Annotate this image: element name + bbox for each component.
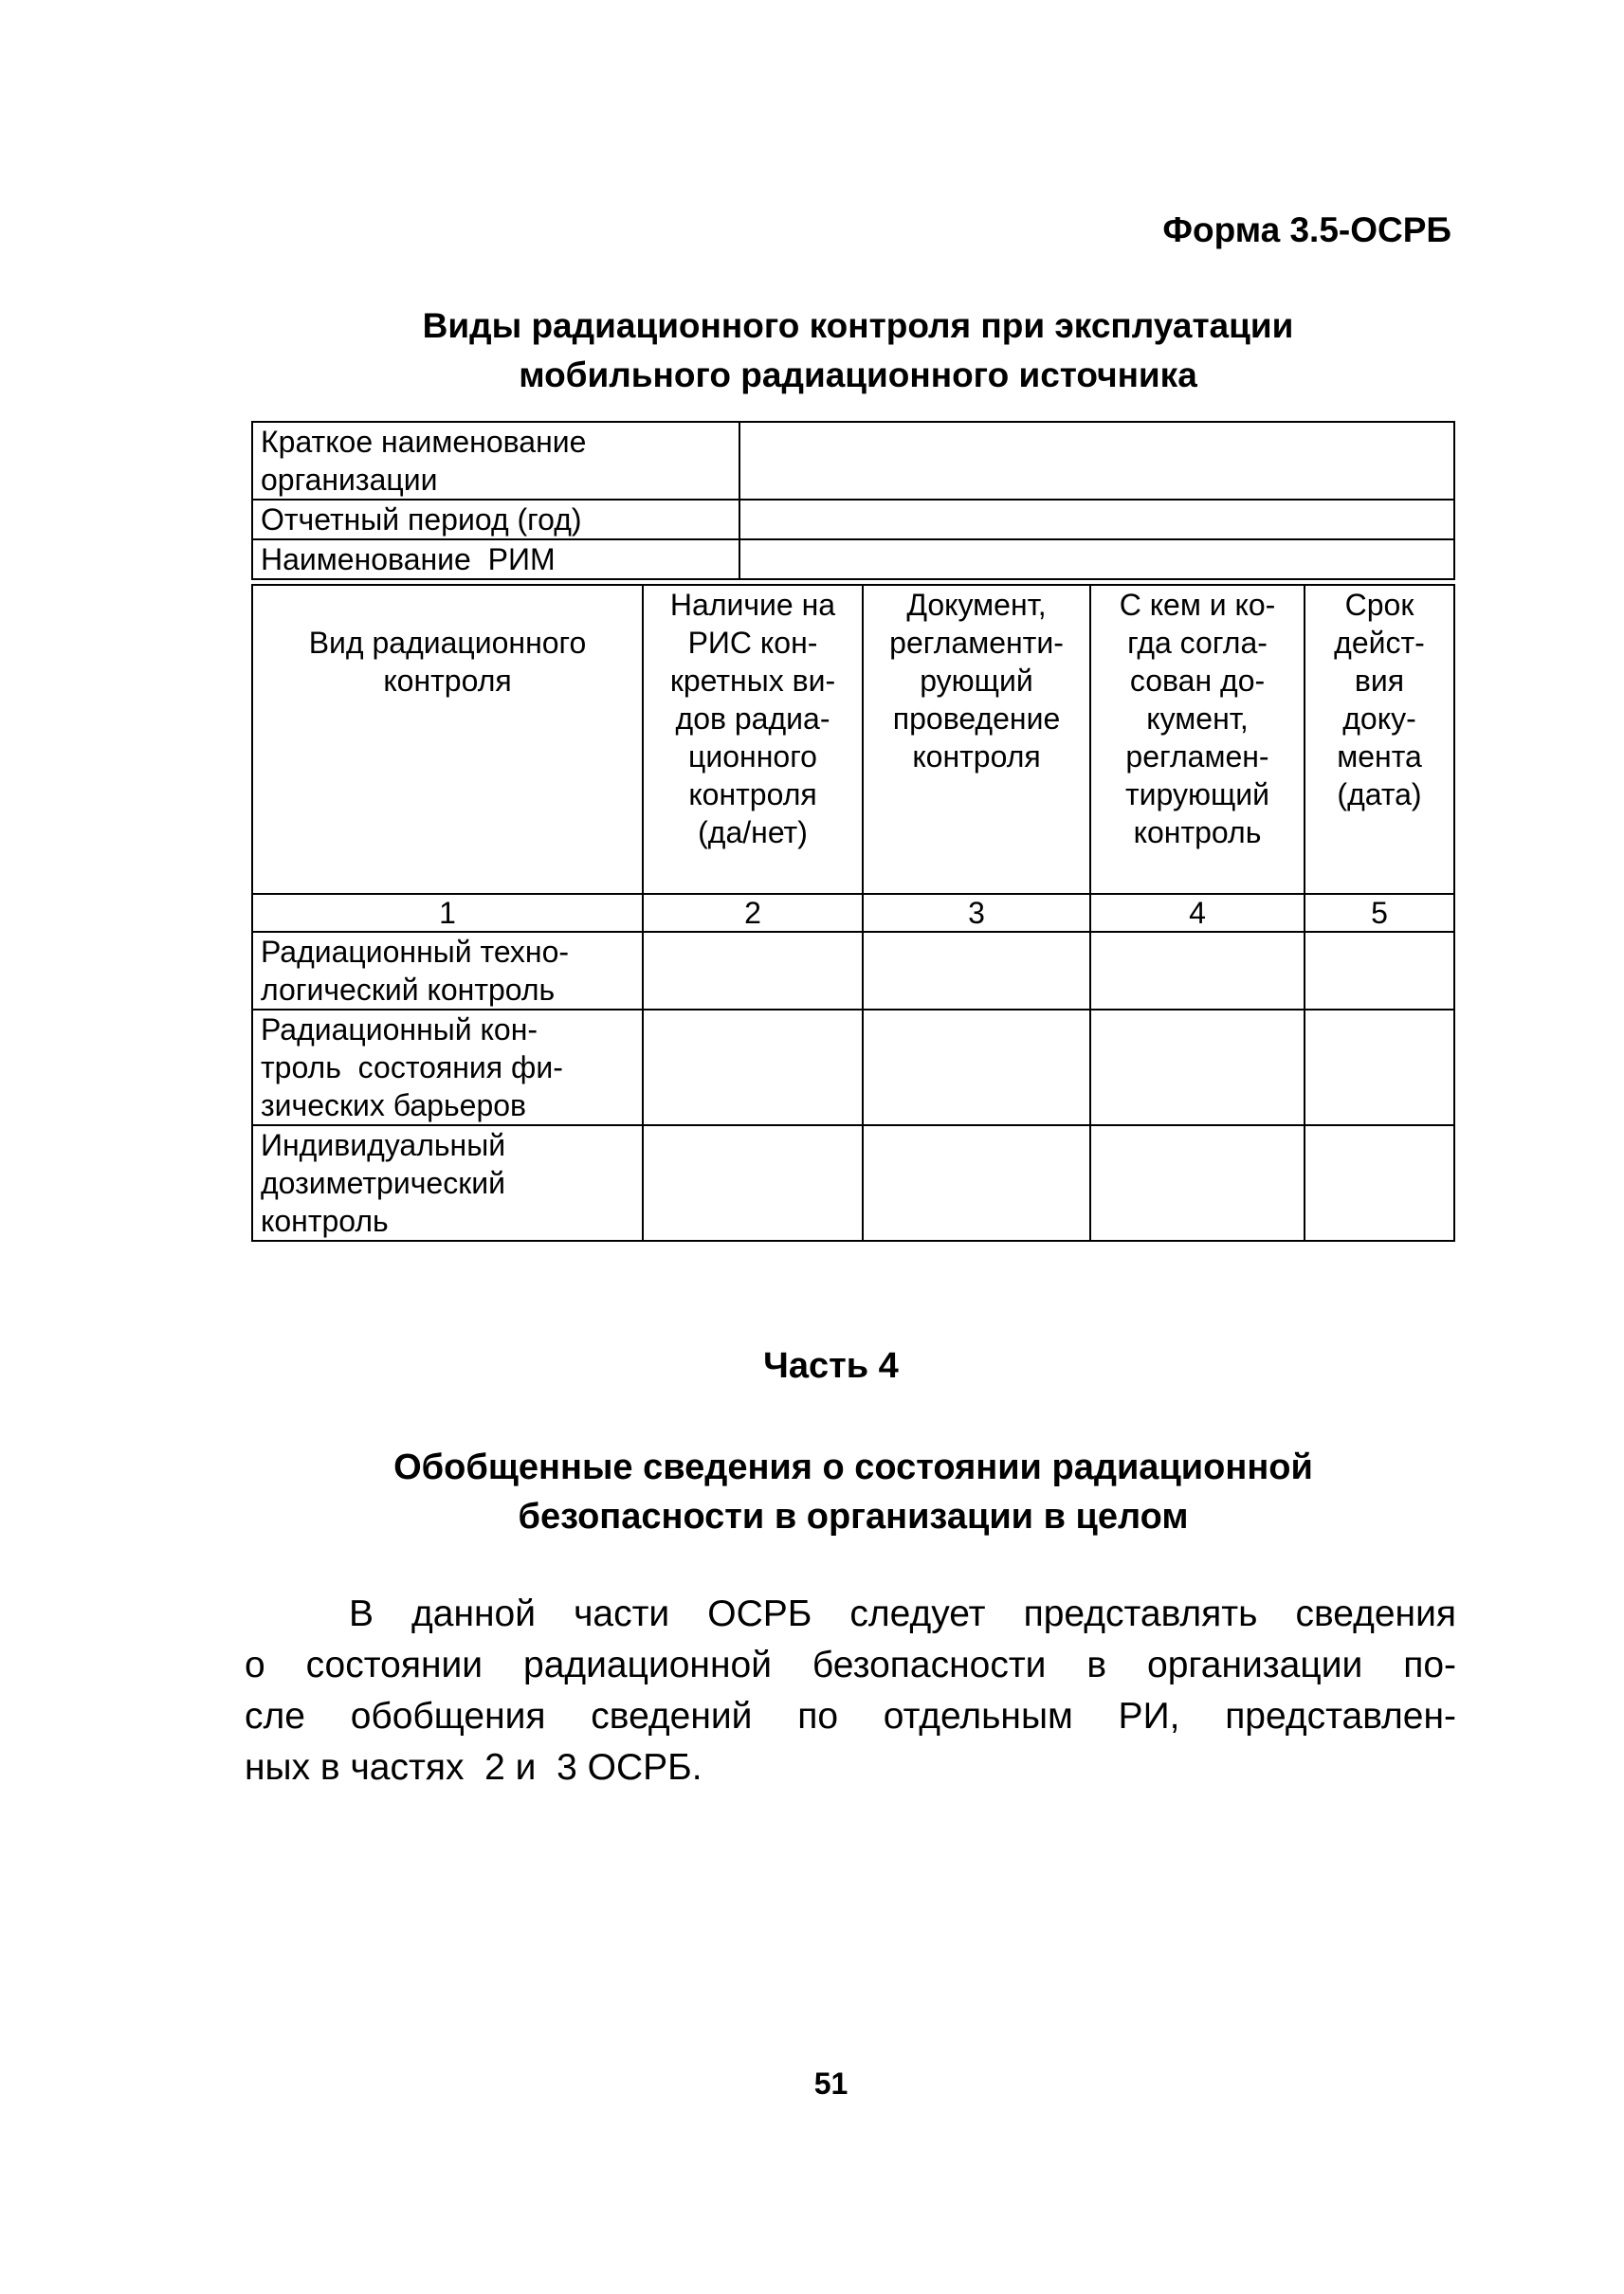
- table-header-row: [252, 585, 1454, 894]
- table-cell: [1090, 932, 1305, 1010]
- label-line: организации: [261, 463, 438, 497]
- paragraph-line: ных в частях 2 и 3 ОСРБ.: [245, 1747, 703, 1788]
- organization-name-value: [739, 422, 1454, 500]
- column-number-row: [252, 894, 1454, 932]
- label-line: троль состояния фи-: [261, 1050, 563, 1084]
- header-line: вия: [1354, 664, 1405, 698]
- column-header-control-type: [252, 585, 643, 894]
- table-cell: [1090, 1125, 1305, 1241]
- table-cell: [863, 1010, 1090, 1125]
- label-line: Отчетный период (год): [261, 502, 582, 537]
- table-cell: [1305, 1010, 1454, 1125]
- part-title-line: Обобщенные сведения о состоянии радиационной: [393, 1447, 1313, 1487]
- column-header-validity: [1305, 585, 1454, 894]
- header-line: (да/нет): [698, 815, 808, 849]
- header-line: Наличие на: [669, 588, 836, 622]
- header-line: РИС кон-: [687, 626, 818, 660]
- reporting-period-label: [252, 500, 739, 539]
- header-line: контроля: [383, 664, 512, 698]
- rim-name-value: [739, 539, 1454, 579]
- label-line: контроль: [261, 1204, 389, 1238]
- rim-name-label: [252, 539, 739, 579]
- part-title-line: безопасности в организации в целом: [518, 1497, 1189, 1537]
- table-row: [252, 1125, 1454, 1241]
- table-cell: [1305, 932, 1454, 1010]
- radiation-control-table: [251, 584, 1455, 1242]
- table-row: [252, 539, 1454, 579]
- document-title-line: мобильного радиационного источника: [519, 355, 1197, 394]
- column-number: 1: [252, 894, 643, 932]
- table-row: [252, 932, 1454, 1010]
- header-line: Срок: [1344, 588, 1414, 622]
- table-row: [252, 500, 1454, 539]
- label-line: зических барьеров: [261, 1088, 527, 1122]
- table-row: [252, 1010, 1454, 1125]
- organization-info-table: [251, 421, 1455, 580]
- document-title-line: Виды радиационного контроля при эксплуатации: [422, 306, 1294, 345]
- header-line: С кем и ко-: [1119, 588, 1276, 622]
- header-line: рующий: [920, 664, 1033, 698]
- label-line: Наименование РИМ: [261, 542, 556, 576]
- organization-name-label: [252, 422, 739, 500]
- header-line: Вид радиационного: [308, 626, 587, 660]
- header-line: (дата): [1337, 777, 1422, 811]
- header-line: регламенти-: [889, 626, 1064, 660]
- table-cell: [643, 932, 863, 1010]
- label-line: Индивидуальный: [261, 1128, 506, 1162]
- column-header-approval: [1090, 585, 1305, 894]
- paragraph-line: В данной части ОСРБ следует представлять сведения: [349, 1593, 1456, 1634]
- header-line: регламен-: [1125, 739, 1269, 774]
- column-header-document: [863, 585, 1090, 894]
- header-line: проведение: [892, 701, 1061, 736]
- header-line: тирующий: [1124, 777, 1270, 811]
- label-line: логический контроль: [261, 973, 556, 1007]
- table-cell: [1305, 1125, 1454, 1241]
- part-heading: Часть 4: [763, 1346, 899, 1386]
- header-line: мента: [1337, 739, 1422, 774]
- paragraph-line: сле обобщения сведений по отдельным РИ, представлен-: [245, 1696, 1456, 1737]
- body-paragraph: [245, 1589, 1456, 1793]
- paragraph-line: о состоянии радиационной безопасности в организации по-: [245, 1645, 1456, 1685]
- header-line: доку-: [1342, 701, 1416, 736]
- header-line: сован до-: [1129, 664, 1266, 698]
- column-number: 3: [863, 894, 1090, 932]
- row-label-dosimetric-control: [252, 1125, 643, 1241]
- table-cell: [863, 1125, 1090, 1241]
- table-cell: [1090, 1010, 1305, 1125]
- header-line: Документ,: [906, 588, 1047, 622]
- document-title: [313, 301, 1403, 400]
- header-line: кретных ви-: [669, 664, 836, 698]
- reporting-period-value: [739, 500, 1454, 539]
- header-line: контроля: [688, 777, 817, 811]
- header-line: контроль: [1133, 815, 1262, 849]
- form-code: Форма 3.5-ОСРБ: [1162, 210, 1451, 249]
- header-line: ционного: [688, 739, 817, 774]
- column-number: 5: [1305, 894, 1454, 932]
- part-title: [284, 1443, 1422, 1541]
- row-label-barrier-control: [252, 1010, 643, 1125]
- column-number: 2: [643, 894, 863, 932]
- header-line: контроля: [912, 739, 1041, 774]
- table-cell: [643, 1010, 863, 1125]
- header-line: гда согла-: [1127, 626, 1268, 660]
- header-line: дов радиа-: [675, 701, 830, 736]
- header-line: кумент,: [1146, 701, 1249, 736]
- table-cell: [863, 932, 1090, 1010]
- row-label-technological-control: [252, 932, 643, 1010]
- column-number: 4: [1090, 894, 1305, 932]
- table-cell: [643, 1125, 863, 1241]
- label-line: Радиационный кон-: [261, 1012, 538, 1047]
- label-line: Краткое наименование: [261, 425, 587, 459]
- header-line: дейст-: [1334, 626, 1425, 660]
- label-line: дозиметрический: [261, 1166, 505, 1200]
- column-header-availability: [643, 585, 863, 894]
- label-line: Радиационный техно-: [261, 935, 570, 969]
- table-row: [252, 422, 1454, 500]
- page-number: 51: [813, 2066, 848, 2101]
